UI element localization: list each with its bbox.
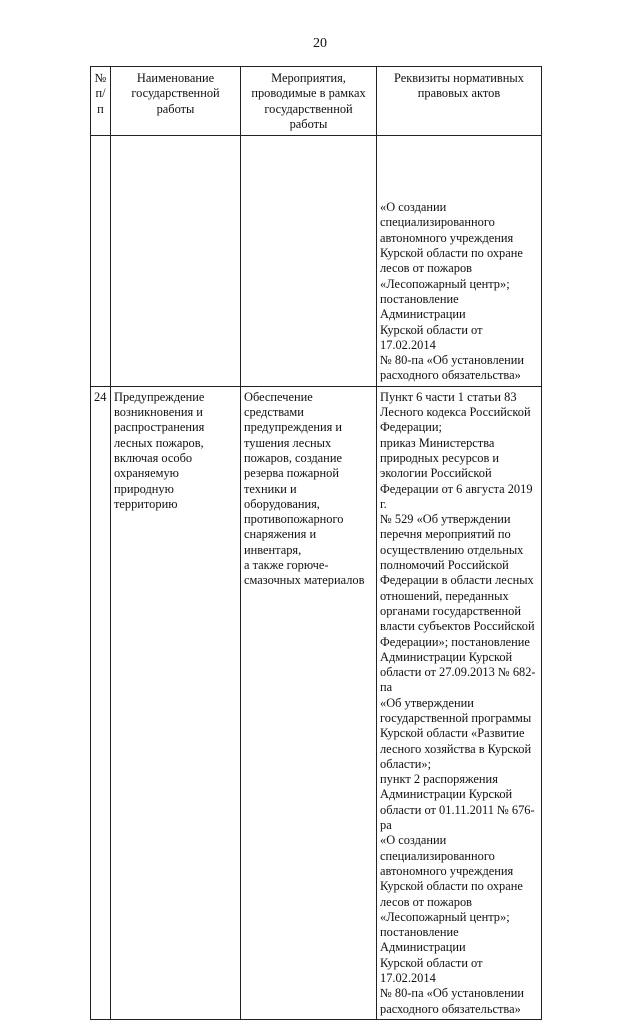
table-row — [91, 136, 542, 387]
table-header-row — [91, 67, 542, 136]
cell-activities: Обеспечение средствами предупреждения и тушения лесных пожаров, создание резерва пожарной техники и оборудования, противопожарного снаряжения и инвентаря, а также горюче- смазочных материалов — [241, 386, 377, 1019]
cell-work-name — [111, 136, 241, 387]
cell-number — [91, 136, 111, 387]
header-legal-acts: Реквизиты нормативных правовых актов — [377, 67, 542, 136]
header-activities: Мероприятия, проводимые в рамках государственной работы — [241, 67, 377, 136]
cell-activities — [241, 136, 377, 387]
cell-legal-acts: «О создании специализированного автономного учреждения Курской области по охране лесов от пожаров «Лесопожарный центр»; постановление Администрации Курской области от 17.02.2014 № 80-па «Об установлении расходного обязательства» — [377, 136, 542, 387]
cell-number: 24 — [91, 386, 111, 1019]
page-number: 20 — [313, 36, 327, 51]
cell-work-name: Предупреждение возникновения и распространения лесных пожаров, включая особо охраняемую природную территорию — [111, 386, 241, 1019]
cell-legal-acts: Пункт 6 части 1 статьи 83 Лесного кодекса Российской Федерации; приказ Министерства природных ресурсов и экологии Российской Федерации от 6 августа 2019 г. № 529 «Об утверждении перечня мероприятий по осуществлению отдельных полномочий Российской Федерации в области лесных отношений, переданных органами государственной власти субъектов Российской Федерации»; постановление Администрации Курской области от 27.09.2013 № 682-па «Об утверждении государственной программы Курской области «Развитие лесного хозяйства в Курской области»; пункт 2 распоряжения Администрации Курской области от 01.11.2011 № 676-ра «О создании специализированного автономного учреждения Курской области по охране лесов от пожаров «Лесопожарный центр»; постановление Администрации Курской области от 17.02.2014 № 80-па «Об установлении расходного обязательства» — [377, 386, 542, 1019]
header-work-name: Наименование государственной работы — [111, 67, 241, 136]
header-number: № п/п — [91, 67, 111, 136]
regulations-table — [90, 66, 542, 1020]
table-row — [91, 386, 542, 1019]
